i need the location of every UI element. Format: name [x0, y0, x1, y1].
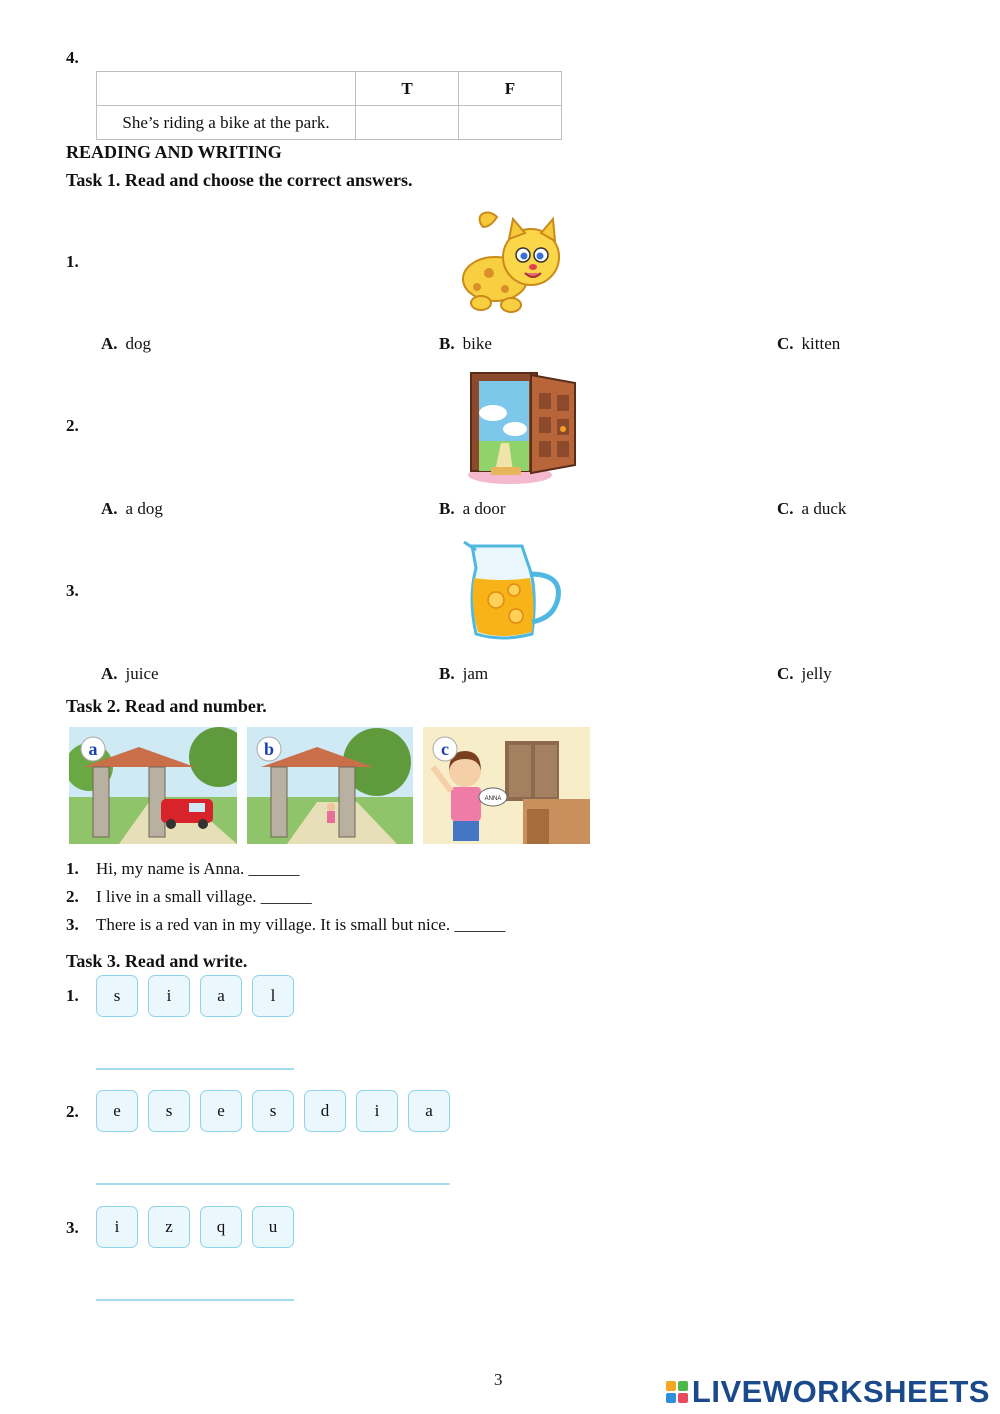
- task2-sentence: 3. There is a red van in my village. It is small but nice. ______: [66, 915, 506, 934]
- option-c[interactable]: C. kitten: [777, 334, 841, 353]
- statement-cell: She’s riding a bike at the park.: [97, 106, 356, 140]
- task3-title: Task 3. Read and write.: [66, 951, 248, 971]
- question-number: 2.: [66, 1102, 79, 1121]
- task2-sentence: 1. Hi, my name is Anna. ______: [66, 859, 300, 878]
- liveworksheets-logo[interactable]: [666, 1374, 990, 1410]
- true-false-table: [96, 71, 562, 140]
- letter-tile: d: [304, 1090, 346, 1132]
- letter-tile: i: [356, 1090, 398, 1132]
- picture-label-a: a: [88, 739, 98, 759]
- letter-tile: e: [200, 1090, 242, 1132]
- kitten-image: [455, 205, 567, 317]
- door-image: [465, 369, 580, 487]
- task2-title: Task 2. Read and number.: [66, 696, 267, 716]
- option-b[interactable]: B. bike: [439, 334, 492, 353]
- true-answer-cell[interactable]: [356, 106, 459, 140]
- logo-mark-icon: [666, 1381, 688, 1403]
- page-number: 3: [494, 1370, 503, 1389]
- column-true: T: [356, 72, 459, 106]
- letter-tile: q: [200, 1206, 242, 1248]
- letter-tile: z: [148, 1206, 190, 1248]
- question-number: 2.: [66, 416, 79, 435]
- option-a[interactable]: A. dog: [101, 334, 152, 353]
- question-number: 4.: [66, 48, 79, 67]
- option-c[interactable]: C. jelly: [777, 664, 832, 683]
- question-number: 1.: [66, 252, 79, 271]
- picture-label-c: c: [441, 739, 449, 759]
- letter-tile: s: [252, 1090, 294, 1132]
- letter-tile: a: [200, 975, 242, 1017]
- option-c[interactable]: C. a duck: [777, 499, 847, 518]
- question-number: 1.: [66, 986, 79, 1005]
- juice-jug-image: [462, 538, 566, 646]
- name-tag-text: ANNA: [484, 796, 502, 802]
- letter-tile: i: [148, 975, 190, 1017]
- answer-line[interactable]: [96, 1299, 294, 1301]
- letter-tile: e: [96, 1090, 138, 1132]
- picture-label-b: b: [263, 739, 275, 759]
- village-gate-van-picture: [69, 727, 237, 844]
- option-b[interactable]: B. a door: [439, 499, 506, 518]
- village-gate-girl-picture: [247, 727, 413, 844]
- option-a[interactable]: A. a dog: [101, 499, 163, 518]
- letter-tile: i: [96, 1206, 138, 1248]
- letter-tile: s: [96, 975, 138, 1017]
- question-number: 3.: [66, 1218, 79, 1237]
- task1-title: Task 1. Read and choose the correct answers.: [66, 170, 413, 190]
- letter-tile: a: [408, 1090, 450, 1132]
- option-b[interactable]: B. jam: [439, 664, 489, 683]
- section-title: READING AND WRITING: [66, 142, 282, 162]
- question-number: 3.: [66, 581, 79, 600]
- table-header-blank: [97, 72, 356, 106]
- letter-tile: s: [148, 1090, 190, 1132]
- answer-line[interactable]: [96, 1068, 294, 1070]
- column-false: F: [459, 72, 562, 106]
- anna-waving-picture: [423, 727, 590, 844]
- letter-tile: u: [252, 1206, 294, 1248]
- logo-text: LIVEWORKSHEETS: [691, 1374, 990, 1409]
- false-answer-cell[interactable]: [459, 106, 562, 140]
- option-a[interactable]: A. juice: [101, 664, 159, 683]
- letter-tile: l: [252, 975, 294, 1017]
- answer-line[interactable]: [96, 1183, 450, 1185]
- task2-sentence: 2. I live in a small village. ______: [66, 887, 312, 906]
